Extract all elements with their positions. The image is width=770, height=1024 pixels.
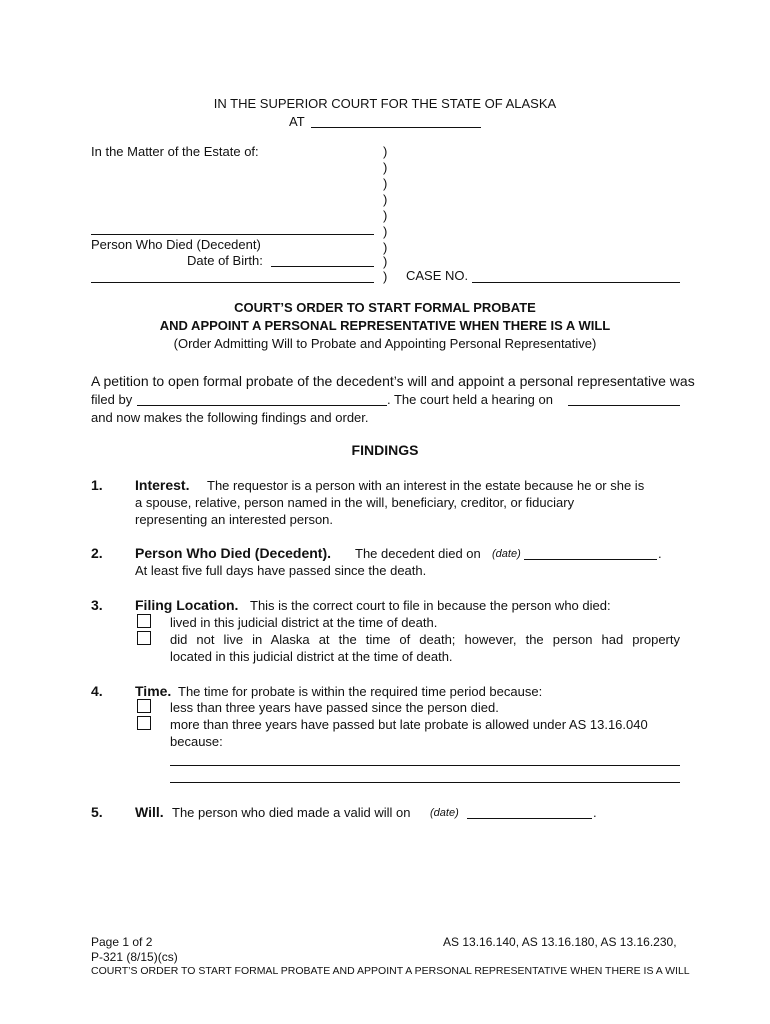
finding-1-number: 1.	[91, 477, 103, 493]
caption-paren: )	[383, 192, 388, 207]
caption-paren: )	[383, 176, 388, 191]
finding-3-title: Filing Location.	[135, 597, 239, 613]
finding-2-number: 2.	[91, 545, 103, 561]
intro-line1: A petition to open formal probate of the decedent’s will and appoint a personal representative was	[91, 373, 695, 389]
caption-bottom-line	[91, 282, 374, 283]
caption-paren: )	[383, 160, 388, 175]
order-title-line1: COURT’S ORDER TO START FORMAL PROBATE	[234, 300, 536, 315]
decedent-label: Person Who Died (Decedent)	[91, 237, 261, 252]
less-than-three-years-checkbox[interactable]	[137, 699, 151, 713]
finding-4-title: Time.	[135, 683, 172, 699]
page-number: Page 1 of 2	[91, 935, 153, 949]
death-date-blank[interactable]	[524, 559, 657, 560]
findings-heading: FINDINGS	[351, 442, 419, 458]
estate-name-blank[interactable]	[91, 234, 374, 235]
because-blank-2[interactable]	[170, 782, 680, 783]
did-not-live-label-line2: located in this judicial district at the time of death.	[170, 649, 453, 664]
more-than-three-years-label: more than three years have passed but late probate is allowed under AS 13.16.040	[170, 717, 648, 732]
order-title-line2: AND APPOINT A PERSONAL REPRESENTATIVE WHEN THERE IS A WILL	[159, 318, 611, 333]
case-no-blank[interactable]	[472, 282, 680, 283]
did-not-live-checkbox[interactable]	[137, 631, 151, 645]
case-no-label: CASE NO.	[406, 268, 469, 283]
court-heading: IN THE SUPERIOR COURT FOR THE STATE OF ALASKA	[213, 96, 557, 111]
because-blank-1[interactable]	[170, 765, 680, 766]
caption-paren: )	[383, 208, 388, 223]
estate-matter-label: In the Matter of the Estate of:	[91, 144, 259, 159]
less-than-three-years-label: less than three years have passed since the person died.	[170, 700, 499, 715]
at-label: AT	[289, 114, 305, 129]
finding-2-title: Person Who Died (Decedent).	[135, 545, 332, 561]
finding-3-number: 3.	[91, 597, 103, 613]
finding-1-text-line2: a spouse, relative, person named in the will, beneficiary, creditor, or fiduciary	[135, 495, 575, 510]
intro-line3: and now makes the following findings and order.	[91, 410, 369, 425]
lived-in-district-checkbox[interactable]	[137, 614, 151, 628]
lived-in-district-label: lived in this judicial district at the time of death.	[170, 615, 438, 630]
finding-1-text: The requestor is a person with an interest in the estate because he or she is	[207, 478, 645, 493]
did-not-live-label: did not live in Alaska at the time of death; however, the person had property	[170, 632, 680, 647]
caption-paren: )	[383, 269, 388, 284]
finding-1-text-line3: representing an interested person.	[135, 512, 334, 527]
form-title-footer: COURT’S ORDER TO START FORMAL PROBATE AND APPOINT A PERSONAL REPRESENTATIVE WHEN THERE IS A WILL	[91, 965, 690, 977]
death-date-hint: (date)	[492, 548, 521, 560]
caption-paren: )	[383, 254, 388, 269]
form-number: P-321 (8/15)(cs)	[91, 950, 178, 964]
filed-by-label: filed by	[91, 392, 133, 407]
caption-paren: )	[383, 144, 388, 159]
finding-2-period: .	[658, 546, 662, 561]
finding-1-title: Interest.	[135, 477, 190, 493]
caption-paren: )	[383, 240, 388, 255]
finding-3-text: This is the correct court to file in because the person who died:	[250, 598, 611, 613]
at-blank[interactable]	[311, 127, 481, 128]
more-than-three-years-checkbox[interactable]	[137, 716, 151, 730]
finding-4-number: 4.	[91, 683, 103, 699]
finding-2-line2: At least five full days have passed since the death.	[135, 563, 427, 578]
statutes: AS 13.16.140, AS 13.16.180, AS 13.16.230,	[443, 935, 677, 949]
finding-2-text: The decedent died on	[355, 546, 481, 561]
dob-label: Date of Birth:	[187, 253, 263, 268]
dob-blank[interactable]	[271, 266, 374, 267]
caption-paren: )	[383, 224, 388, 239]
will-date-blank[interactable]	[467, 818, 592, 819]
order-subtitle: (Order Admitting Will to Probate and Appointing Personal Representative)	[173, 336, 597, 351]
finding-4-text: The time for probate is within the required time period because:	[178, 684, 543, 699]
finding-5-text: The person who died made a valid will on	[172, 805, 411, 820]
hearing-label: . The court held a hearing on	[387, 392, 553, 407]
finding-5-number: 5.	[91, 804, 103, 820]
finding-5-period: .	[593, 805, 597, 820]
filed-by-blank[interactable]	[137, 405, 387, 406]
will-date-hint: (date)	[430, 807, 459, 819]
finding-5-title: Will.	[135, 804, 164, 820]
hearing-date-blank[interactable]	[568, 405, 680, 406]
because-label: because:	[170, 734, 223, 749]
